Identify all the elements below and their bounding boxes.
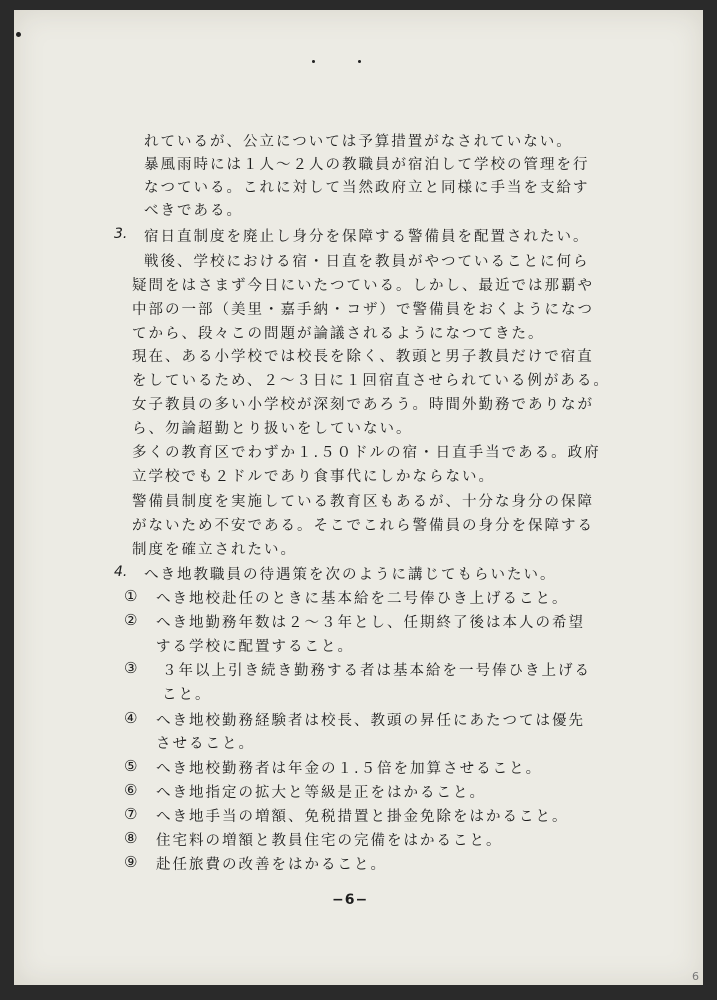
section-heading: 宿日直制度を廃止し身分を保障する警備員を配置されたい。	[144, 229, 590, 245]
text-line: 戦後、学校における宿・日直を教員がやつていることに何ら	[144, 254, 590, 270]
list-item: ３年以上引き続き勤務する者は基本給を一号俸ひき上げる	[162, 663, 591, 679]
text-line: 疑問をはさまず今日にいたつている。しかし、最近では那覇や	[132, 278, 594, 294]
text-line: 現在、ある小学校では校長を除く、教頭と男子教員だけで宿直	[132, 349, 594, 365]
list-item: へき地指定の拡大と等級是正をはかること。	[156, 785, 486, 801]
list-item-continuation: こと。	[162, 687, 212, 703]
text-line: なつている。これに対して当然政府立と同様に手当を支給す	[144, 180, 590, 196]
punch-mark	[16, 32, 21, 37]
text-line: ら、勿論超勤とり扱いをしていない。	[132, 421, 413, 437]
list-item: へき地勤務年数は２～３年とし、任期終了後は本人の希望	[156, 615, 585, 631]
list-item: 住宅料の増額と教員住宅の完備をはかること。	[156, 833, 503, 849]
item-marker: ⑨	[124, 853, 138, 871]
item-marker: ⑦	[124, 805, 138, 823]
item-marker: ②	[124, 611, 138, 629]
list-item: 赴任旅費の改善をはかること。	[156, 857, 387, 873]
text-line: 警備員制度を実施している教育区もあるが、十分な身分の保障	[132, 494, 594, 510]
text-line: 制度を確立されたい。	[132, 542, 297, 558]
text-line: べきである。	[144, 203, 243, 219]
section-number: 4.	[114, 564, 128, 580]
list-item: へき地校勤務経験者は校長、教頭の昇任にあたつては優先	[156, 713, 585, 729]
list-item: へき地校勤務者は年金の１.５倍を加算させること。	[156, 761, 543, 777]
item-marker: ⑧	[124, 829, 138, 847]
text-line: をしているため、２～３日に１回宿直させられている例がある。	[132, 373, 610, 389]
item-marker: ①	[124, 587, 138, 605]
list-item-continuation: する学校に配置すること。	[156, 639, 354, 655]
item-marker: ④	[124, 709, 138, 727]
stray-mark	[312, 60, 315, 63]
text-line: 多くの教育区でわずか１.５０ドルの宿・日直手当である。政府	[132, 445, 601, 461]
document-page	[14, 10, 703, 985]
text-line: 立学校でも２ドルであり食事代にしかならない。	[132, 469, 495, 485]
section-heading: へき地教職員の待遇策を次のように講じてもらいたい。	[144, 567, 557, 583]
list-item-continuation: させること。	[156, 736, 255, 752]
stray-mark	[358, 60, 361, 63]
list-item: へき地手当の増額、免税措置と掛金免除をはかること。	[156, 809, 569, 825]
text-line: 暴風雨時には１人～２人の教職員が宿泊して学校の管理を行	[144, 157, 590, 173]
list-item: へき地校赴任のときに基本給を二号俸ひき上げること。	[156, 591, 569, 607]
text-line: がないため不安である。そこでこれら警備員の身分を保障する	[132, 518, 594, 534]
text-line: れているが、公立については予算措置がなされていない。	[144, 134, 573, 150]
item-marker: ③	[124, 659, 138, 677]
text-line: 中部の一部（美里・嘉手納・コザ）で警備員をおくようになつ	[132, 302, 594, 318]
section-number: 3.	[114, 226, 128, 242]
corner-number: 6	[692, 970, 699, 983]
page-number: −6−	[332, 892, 369, 908]
item-marker: ⑤	[124, 757, 138, 775]
text-line: 女子教員の多い小学校が深刻であろう。時間外勤務でありなが	[132, 397, 594, 413]
text-line: てから、段々この問題が論議されるようになつてきた。	[132, 326, 545, 342]
item-marker: ⑥	[124, 781, 138, 799]
